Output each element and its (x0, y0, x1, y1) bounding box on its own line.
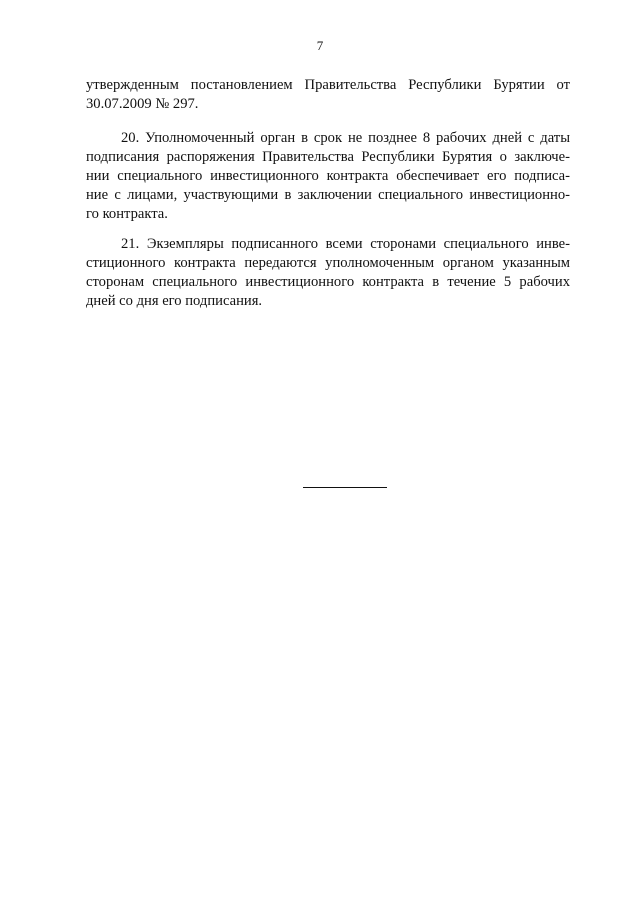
text-line: утвержденным постановлением Правительства Республики Бурятии от (86, 77, 570, 93)
text-line: нии специального инвестиционного контракта обеспечивает его подписа- (86, 168, 570, 184)
text-line: сторонам специального инвестиционного контракта в течение 5 рабочих (86, 274, 570, 290)
text-line: ние с лицами, участвующими в заключении специального инвестиционно- (86, 187, 570, 203)
text-line: го контракта. (86, 206, 168, 222)
text-line: подписания распоряжения Правительства Республики Бурятия о заключе- (86, 149, 570, 165)
text-line: 20. Уполномоченный орган в срок не позднее 8 рабочих дней с даты (121, 130, 570, 146)
text-line: стиционного контракта передаются уполномоченным органом указанным (86, 255, 570, 271)
end-separator-line (303, 487, 387, 488)
text-line: 30.07.2009 № 297. (86, 96, 199, 112)
text-line: дней со дня его подписания. (86, 293, 263, 309)
text-line: 21. Экземпляры подписанного всеми сторонами специального инве- (121, 236, 570, 252)
page-number: 7 (316, 38, 324, 53)
